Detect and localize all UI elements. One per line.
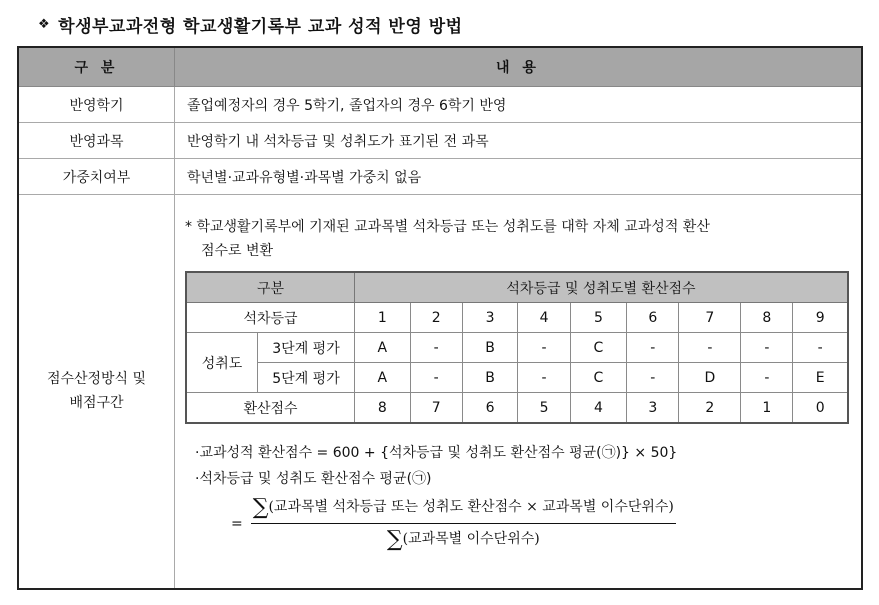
grade-cell: 8	[741, 303, 793, 333]
level5-cell: B	[462, 363, 518, 393]
grade-cell: 4	[518, 303, 570, 333]
level3-cell: -	[741, 333, 793, 363]
row-content: 졸업예정자의 경우 5학기, 졸업자의 경우 6학기 반영	[175, 87, 863, 123]
level3-cell: -	[518, 333, 570, 363]
inner-header-category: 구분	[186, 272, 355, 303]
level3-label: 3단계 평가	[258, 333, 355, 363]
grade-cell: 1	[355, 303, 411, 333]
score-cell: 2	[679, 393, 741, 424]
level3-cell: -	[410, 333, 462, 363]
score-cell: 4	[570, 393, 627, 424]
level5-cell: D	[679, 363, 741, 393]
level5-cell: -	[741, 363, 793, 393]
row-content: 반영학기 내 석차등급 및 성취도가 표기된 전 과목	[175, 123, 863, 159]
level3-cell: C	[570, 333, 627, 363]
level5-cell: -	[627, 363, 679, 393]
grade-cell: 9	[793, 303, 848, 333]
page-title-text: 학생부교과전형 학교생활기록부 교과 성적 반영 방법	[58, 17, 463, 37]
sigma-icon: ∑	[386, 527, 403, 552]
grade-row	[186, 303, 848, 333]
conversion-score-table	[185, 271, 849, 424]
grading-method-table	[17, 46, 863, 590]
scoring-row	[18, 195, 862, 589]
level3-cell: B	[462, 333, 518, 363]
score-cell: 7	[410, 393, 462, 424]
equals-sign: =	[231, 515, 243, 532]
level3-cell: -	[679, 333, 741, 363]
row-label: 반영과목	[18, 123, 175, 159]
grade-cell: 5	[570, 303, 627, 333]
level5-cell: -	[518, 363, 570, 393]
table-row	[18, 159, 862, 195]
diamond-bullet-icon: ❖	[38, 17, 51, 32]
formula-line1: ·교과성적 환산점수 = 600 + {석차등급 및 성취도 환산점수 평균(㉠)} × 50}	[195, 445, 678, 461]
fraction-numerator: ∑(교과목별 석차등급 또는 성취도 환산점수 × 교과목별 이수단위수)	[251, 494, 676, 524]
grade-cell: 7	[679, 303, 741, 333]
sigma-icon: ∑	[252, 495, 269, 520]
note-line1: * 학교생활기록부에 기재된 교과목별 석차등급 또는 성취도를 대학 자체 교과성적 환산	[185, 219, 710, 235]
achievement-label: 성취도	[186, 333, 258, 393]
fraction-denominator: ∑(교과목별 이수단위수)	[386, 527, 540, 552]
row-label: 반영학기	[18, 87, 175, 123]
level5-cell: E	[793, 363, 848, 393]
row-content: 학년별·교과유형별·과목별 가중치 없음	[175, 159, 863, 195]
grade-cell: 6	[627, 303, 679, 333]
formula-line2: ·석차등급 및 성취도 환산점수 평균(㉠)	[195, 471, 432, 487]
formula-block	[185, 440, 861, 553]
scoring-label-line2: 배점구간	[69, 395, 124, 412]
grade-cell: 2	[410, 303, 462, 333]
level3-row	[186, 333, 848, 363]
score-cell: 1	[741, 393, 793, 424]
score-cell: 3	[627, 393, 679, 424]
score-row	[186, 393, 848, 424]
score-cell: 5	[518, 393, 570, 424]
scoring-content	[175, 195, 863, 589]
level5-cell: C	[570, 363, 627, 393]
level5-cell: A	[355, 363, 411, 393]
scoring-label-line1: 점수산정방식 및	[46, 371, 147, 388]
header-category: 구 분	[18, 47, 175, 87]
page-title	[38, 12, 463, 37]
row-label: 가중치여부	[18, 159, 175, 195]
level3-cell: A	[355, 333, 411, 363]
score-cell: 8	[355, 393, 411, 424]
header-content: 내 용	[175, 47, 863, 87]
level3-cell: -	[793, 333, 848, 363]
grade-label: 석차등급	[186, 303, 355, 333]
score-cell: 6	[462, 393, 518, 424]
inner-header-row	[186, 272, 848, 303]
score-cell: 0	[793, 393, 848, 424]
score-label: 환산점수	[186, 393, 355, 424]
level5-cell: -	[410, 363, 462, 393]
note-line2: 점수로 변환	[201, 243, 274, 259]
average-fraction	[221, 494, 861, 553]
table-row	[18, 87, 862, 123]
scoring-label	[18, 195, 175, 589]
conversion-note	[185, 215, 861, 263]
table-row	[18, 123, 862, 159]
grade-cell: 3	[462, 303, 518, 333]
level3-cell: -	[627, 333, 679, 363]
level5-row	[186, 363, 848, 393]
level5-label: 5단계 평가	[258, 363, 355, 393]
inner-header-scores: 석차등급 및 성취도별 환산점수	[355, 272, 849, 303]
